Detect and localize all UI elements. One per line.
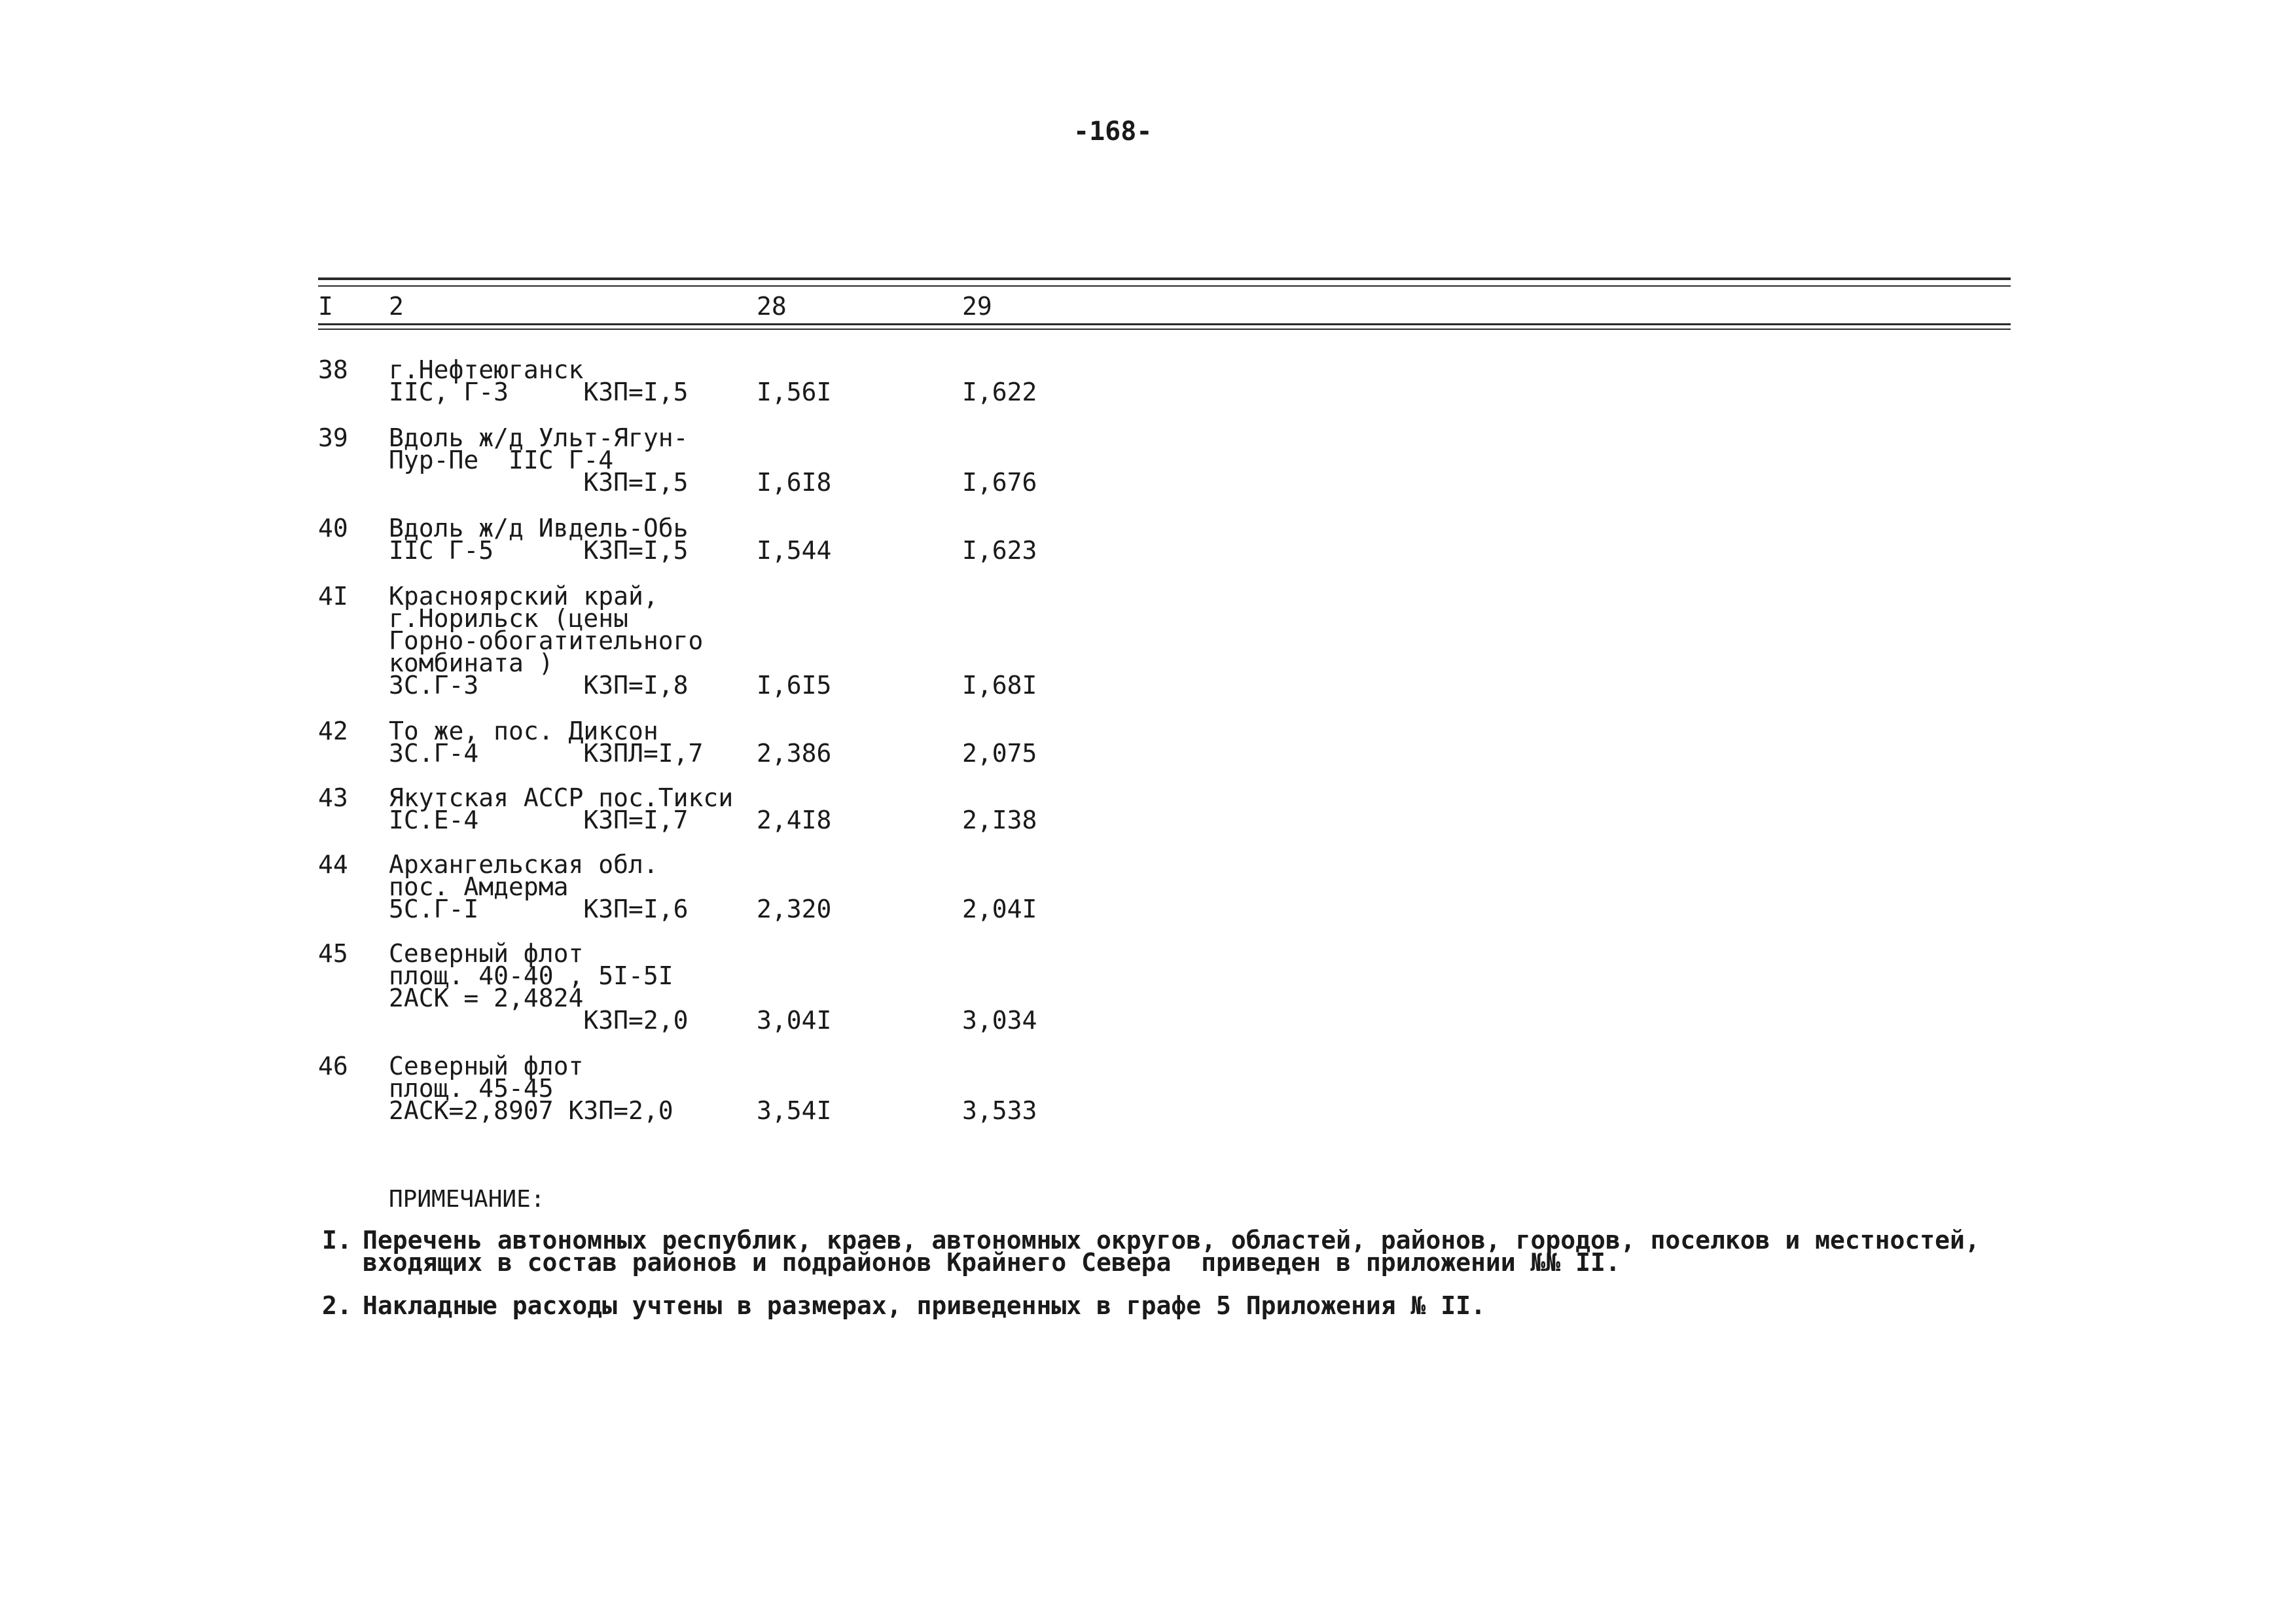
description-line: пос. Амдерма [389, 872, 569, 901]
header-col-28: 28 [757, 292, 787, 321]
value-col-29: I,68I [962, 671, 1037, 700]
header-col-29: 29 [962, 292, 992, 321]
row-description [389, 717, 704, 768]
description-line: 3С.Г-3 КЗП=I,8 [389, 671, 689, 700]
note-text: Перечень автономных республик, краев, автономных округов, областей, районов, городов, поселков и местностей, входящих в состав районов и подрайонов Крайнего Севера приведен в приложении №№ II. [363, 1226, 1980, 1277]
row-description [389, 582, 704, 700]
row-number: 44 [318, 850, 348, 879]
note-item [322, 1291, 1486, 1320]
note-title: ПРИМЕЧАНИЕ: [389, 1186, 545, 1213]
description-line: г.Нефтеюганск [389, 355, 584, 384]
value-col-28: I,544 [757, 536, 832, 565]
table-top-rule-thin [318, 285, 2011, 287]
description-line: г.Норильск (цены [389, 604, 629, 633]
value-col-28: I,6I5 [757, 671, 832, 700]
value-col-29: 3,034 [962, 1006, 1037, 1035]
row-number: 46 [318, 1052, 348, 1080]
note-text: Накладные расходы учтены в размерах, приведенных в графе 5 Приложения № II. [363, 1291, 1486, 1320]
row-description [389, 423, 689, 497]
value-col-29: 2,04I [962, 895, 1037, 923]
description-line: площ. 45-45 [389, 1074, 554, 1103]
table-top-rule [318, 277, 2011, 280]
description-line: комбината ) [389, 649, 554, 677]
description-line: КЗП=I,5 [389, 468, 689, 497]
header-col-1: I [318, 292, 333, 321]
description-line: Архангельская обл. [389, 850, 658, 879]
note-number: 2. [322, 1291, 352, 1320]
description-line: КЗП=2,0 [389, 1006, 689, 1035]
description-line: Красноярский край, [389, 582, 658, 611]
value-col-28: 2,4I8 [757, 806, 832, 834]
row-description [389, 783, 734, 834]
description-line: IC.Е-4 КЗП=I,7 [389, 806, 689, 834]
description-line: Вдоль ж/д Ивдель-Обь [389, 514, 689, 543]
value-col-29: I,676 [962, 468, 1037, 497]
row-number: 42 [318, 717, 348, 745]
value-col-29: 3,533 [962, 1096, 1037, 1125]
header-bottom-rule-thin [318, 329, 2011, 330]
row-description [389, 850, 689, 923]
row-number: 43 [318, 783, 348, 812]
row-number: 40 [318, 514, 348, 543]
description-line: 2АСК = 2,4824 [389, 984, 584, 1012]
description-line: IIC, Г-3 КЗП=I,5 [389, 378, 689, 406]
value-col-29: I,623 [962, 536, 1037, 565]
value-col-28: I,56I [757, 378, 832, 406]
value-col-29: I,622 [962, 378, 1037, 406]
row-description [389, 939, 689, 1035]
row-number: 4I [318, 582, 348, 611]
description-line: площ. 40-40 , 5I-5I [389, 961, 673, 990]
row-number: 38 [318, 355, 348, 384]
note-number: I. [322, 1226, 352, 1255]
row-description [389, 514, 689, 565]
page-number: -168- [1073, 116, 1153, 147]
value-col-28: 3,04I [757, 1006, 832, 1035]
note-item [322, 1226, 1980, 1277]
header-bottom-rule [318, 323, 2011, 325]
description-line: 3С.Г-4 КЗПЛ=I,7 [389, 739, 704, 768]
description-line: Северный флот [389, 1052, 584, 1080]
description-line: Пур-Пе IIC Г-4 [389, 446, 614, 474]
header-col-2: 2 [389, 292, 404, 321]
description-line: Горно-обогатительного [389, 626, 704, 655]
description-line: Якутская АССР пос.Тикси [389, 783, 734, 812]
row-number: 39 [318, 423, 348, 452]
row-number: 45 [318, 939, 348, 968]
value-col-29: 2,075 [962, 739, 1037, 768]
description-line: То же, пос. Диксон [389, 717, 658, 745]
value-col-29: 2,I38 [962, 806, 1037, 834]
row-description [389, 1052, 673, 1125]
description-line: Северный флот [389, 939, 584, 968]
value-col-28: 2,320 [757, 895, 832, 923]
value-col-28: I,6I8 [757, 468, 832, 497]
description-line: 5С.Г-I КЗП=I,6 [389, 895, 689, 923]
description-line: 2АСК=2,8907 КЗП=2,0 [389, 1096, 673, 1125]
description-line: IIC Г-5 КЗП=I,5 [389, 536, 689, 565]
value-col-28: 3,54I [757, 1096, 832, 1125]
description-line: Вдоль ж/д Ульт-Ягун- [389, 423, 689, 452]
row-description [389, 355, 689, 406]
value-col-28: 2,386 [757, 739, 832, 768]
